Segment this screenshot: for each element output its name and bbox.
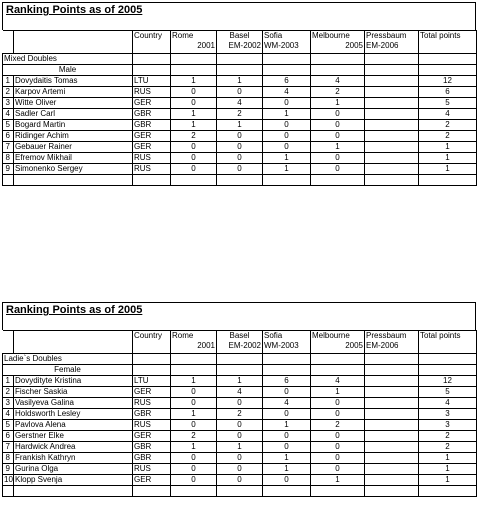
- sofia-points-cell: 1: [263, 164, 311, 175]
- rome-points-cell: 1: [171, 76, 217, 87]
- basel-points-cell: 0: [217, 131, 263, 142]
- rank-cell: 3: [3, 398, 14, 409]
- country-cell: GBR: [133, 442, 171, 453]
- rome-points-cell: 0: [171, 453, 217, 464]
- rome-points-cell: 1: [171, 409, 217, 420]
- header-total: Total points: [419, 31, 477, 54]
- table-title: Ranking Points as of 2005: [6, 304, 143, 316]
- rome-points-cell: 0: [171, 420, 217, 431]
- table-title: Ranking Points as of 2005: [6, 4, 143, 16]
- rome-points-cell: 0: [171, 475, 217, 486]
- header-row: [3, 331, 477, 354]
- rome-points-cell: 1: [171, 109, 217, 120]
- country-cell: GBR: [133, 109, 171, 120]
- pressbaum-points-cell: [365, 420, 419, 431]
- header-total: Total points: [419, 331, 477, 354]
- name-cell: Frankish Kathryn: [14, 453, 133, 464]
- ranking-table: [2, 30, 477, 186]
- melbourne-points-cell: 0: [311, 398, 365, 409]
- name-cell: Bogard Martin: [14, 120, 133, 131]
- sofia-points-cell: 1: [263, 420, 311, 431]
- pressbaum-points-cell: [365, 387, 419, 398]
- rome-points-cell: 0: [171, 153, 217, 164]
- table-body: [3, 331, 477, 497]
- total-points-cell: 4: [419, 109, 477, 120]
- sofia-points-cell: 0: [263, 431, 311, 442]
- country-cell: GBR: [133, 453, 171, 464]
- total-points-cell: 12: [419, 376, 477, 387]
- rank-cell: 5: [3, 420, 14, 431]
- basel-points-cell: 0: [217, 164, 263, 175]
- sofia-points-cell: 0: [263, 475, 311, 486]
- melbourne-points-cell: 2: [311, 420, 365, 431]
- melbourne-points-cell: 2: [311, 87, 365, 98]
- rome-points-cell: 0: [171, 387, 217, 398]
- table-row: [3, 409, 477, 420]
- pressbaum-points-cell: [365, 453, 419, 464]
- rome-points-cell: 1: [171, 376, 217, 387]
- country-cell: GBR: [133, 120, 171, 131]
- total-points-cell: 1: [419, 453, 477, 464]
- rank-cell: 7: [3, 142, 14, 153]
- rank-cell: 4: [3, 409, 14, 420]
- name-cell: Holdsworth Lesley: [14, 409, 133, 420]
- rank-cell: 6: [3, 131, 14, 142]
- header-basel: Basel EM-2002: [217, 31, 263, 54]
- melbourne-points-cell: 0: [311, 464, 365, 475]
- country-cell: RUS: [133, 164, 171, 175]
- rank-cell: 2: [3, 387, 14, 398]
- basel-points-cell: 0: [217, 464, 263, 475]
- name-cell: Dovydityte Kristina: [14, 376, 133, 387]
- name-cell: Fischer Saskia: [14, 387, 133, 398]
- total-points-cell: 3: [419, 420, 477, 431]
- sofia-points-cell: 1: [263, 109, 311, 120]
- pressbaum-points-cell: [365, 98, 419, 109]
- rome-points-cell: 1: [171, 442, 217, 453]
- rome-points-cell: 0: [171, 87, 217, 98]
- pressbaum-points-cell: [365, 120, 419, 131]
- total-points-cell: 6: [419, 87, 477, 98]
- rank-cell: 5: [3, 120, 14, 131]
- country-cell: GER: [133, 475, 171, 486]
- table-row: [3, 442, 477, 453]
- melbourne-points-cell: 1: [311, 98, 365, 109]
- name-cell: Efremov Mikhail: [14, 153, 133, 164]
- country-cell: RUS: [133, 398, 171, 409]
- name-cell: Karpov Artemi: [14, 87, 133, 98]
- sofia-points-cell: 0: [263, 98, 311, 109]
- total-points-cell: 1: [419, 153, 477, 164]
- subcategory-label: Female: [3, 365, 133, 376]
- header-country: Country: [133, 31, 171, 54]
- ranking-table: [2, 330, 477, 497]
- total-points-cell: 1: [419, 475, 477, 486]
- rome-points-cell: 2: [171, 431, 217, 442]
- pressbaum-points-cell: [365, 76, 419, 87]
- sofia-points-cell: 4: [263, 87, 311, 98]
- subcategory-row: [3, 365, 477, 376]
- basel-points-cell: 0: [217, 420, 263, 431]
- header-rome: Rome 2001: [171, 331, 217, 354]
- header-rome: Rome 2001: [171, 31, 217, 54]
- rank-cell: 9: [3, 464, 14, 475]
- country-cell: LTU: [133, 376, 171, 387]
- pressbaum-points-cell: [365, 153, 419, 164]
- rome-points-cell: 0: [171, 98, 217, 109]
- total-points-cell: 1: [419, 164, 477, 175]
- header-pressbaum: Pressbaum EM-2006: [365, 31, 419, 54]
- table-row: [3, 142, 477, 153]
- name-cell: Pavlova Alena: [14, 420, 133, 431]
- table-row: [3, 387, 477, 398]
- header-country: Country: [133, 331, 171, 354]
- category-label: Mixed Doubles: [3, 54, 133, 65]
- rank-cell: 9: [3, 164, 14, 175]
- country-cell: LTU: [133, 76, 171, 87]
- rome-points-cell: 0: [171, 142, 217, 153]
- country-cell: GBR: [133, 409, 171, 420]
- table-row: [3, 76, 477, 87]
- melbourne-points-cell: 0: [311, 131, 365, 142]
- table-row: [3, 153, 477, 164]
- subcategory-label: Male: [3, 65, 133, 76]
- sofia-points-cell: 1: [263, 153, 311, 164]
- header-row: [3, 31, 477, 54]
- table-row: [3, 453, 477, 464]
- basel-points-cell: 0: [217, 153, 263, 164]
- basel-points-cell: 1: [217, 442, 263, 453]
- subcategory-row: [3, 65, 477, 76]
- rank-cell: 4: [3, 109, 14, 120]
- header-melbourne: Melbourne 2005: [311, 331, 365, 354]
- country-cell: GER: [133, 431, 171, 442]
- rome-points-cell: 1: [171, 120, 217, 131]
- sofia-points-cell: 0: [263, 442, 311, 453]
- rome-points-cell: 0: [171, 464, 217, 475]
- name-cell: Witte Oliver: [14, 98, 133, 109]
- pressbaum-points-cell: [365, 431, 419, 442]
- name-cell: Gerstner Elke: [14, 431, 133, 442]
- sofia-points-cell: 0: [263, 142, 311, 153]
- total-points-cell: 5: [419, 387, 477, 398]
- header-melbourne: Melbourne 2005: [311, 31, 365, 54]
- melbourne-points-cell: 0: [311, 431, 365, 442]
- rome-points-cell: 0: [171, 164, 217, 175]
- name-cell: Ridinger Achim: [14, 131, 133, 142]
- basel-points-cell: 4: [217, 387, 263, 398]
- pressbaum-points-cell: [365, 109, 419, 120]
- name-cell: Dovydaitis Tomas: [14, 76, 133, 87]
- basel-points-cell: 0: [217, 142, 263, 153]
- table-row: [3, 431, 477, 442]
- rank-cell: 1: [3, 76, 14, 87]
- melbourne-points-cell: 4: [311, 76, 365, 87]
- pressbaum-points-cell: [365, 464, 419, 475]
- rank-cell: 6: [3, 431, 14, 442]
- melbourne-points-cell: 1: [311, 475, 365, 486]
- category-row: [3, 354, 477, 365]
- pressbaum-points-cell: [365, 475, 419, 486]
- sofia-points-cell: 0: [263, 387, 311, 398]
- table-row: [3, 109, 477, 120]
- rank-cell: 8: [3, 153, 14, 164]
- header-sofia: Sofia WM-2003: [263, 31, 311, 54]
- total-points-cell: 12: [419, 76, 477, 87]
- category-row: [3, 54, 477, 65]
- pressbaum-points-cell: [365, 131, 419, 142]
- sofia-points-cell: 1: [263, 453, 311, 464]
- country-cell: GER: [133, 142, 171, 153]
- header-basel: Basel EM-2002: [217, 331, 263, 354]
- table-row: [3, 131, 477, 142]
- country-cell: GER: [133, 131, 171, 142]
- basel-points-cell: 1: [217, 376, 263, 387]
- sofia-points-cell: 6: [263, 376, 311, 387]
- basel-points-cell: 1: [217, 76, 263, 87]
- total-points-cell: 2: [419, 120, 477, 131]
- melbourne-points-cell: 0: [311, 409, 365, 420]
- total-points-cell: 2: [419, 431, 477, 442]
- pressbaum-points-cell: [365, 442, 419, 453]
- name-cell: Sadler Carl: [14, 109, 133, 120]
- pressbaum-points-cell: [365, 87, 419, 98]
- sofia-points-cell: 6: [263, 76, 311, 87]
- rank-cell: 8: [3, 453, 14, 464]
- category-label: Ladie`s Doubles: [3, 354, 133, 365]
- title-box: [2, 302, 476, 330]
- title-box: [2, 2, 476, 30]
- melbourne-points-cell: 0: [311, 442, 365, 453]
- table-row: [3, 376, 477, 387]
- ranking-table-mixed: [2, 2, 476, 186]
- sofia-points-cell: 0: [263, 131, 311, 142]
- pressbaum-points-cell: [365, 409, 419, 420]
- country-cell: GER: [133, 98, 171, 109]
- pressbaum-points-cell: [365, 142, 419, 153]
- sofia-points-cell: 4: [263, 398, 311, 409]
- sofia-points-cell: 1: [263, 464, 311, 475]
- country-cell: RUS: [133, 464, 171, 475]
- total-points-cell: 2: [419, 131, 477, 142]
- basel-points-cell: 0: [217, 453, 263, 464]
- rome-points-cell: 2: [171, 131, 217, 142]
- country-cell: RUS: [133, 420, 171, 431]
- country-cell: GER: [133, 387, 171, 398]
- melbourne-points-cell: 0: [311, 453, 365, 464]
- blank-row: [3, 175, 477, 186]
- rank-cell: 7: [3, 442, 14, 453]
- pressbaum-points-cell: [365, 164, 419, 175]
- name-cell: Simonenko Sergey: [14, 164, 133, 175]
- melbourne-points-cell: 1: [311, 387, 365, 398]
- total-points-cell: 2: [419, 442, 477, 453]
- total-points-cell: 1: [419, 464, 477, 475]
- basel-points-cell: 0: [217, 87, 263, 98]
- name-cell: Gurina Olga: [14, 464, 133, 475]
- pressbaum-points-cell: [365, 376, 419, 387]
- melbourne-points-cell: 1: [311, 142, 365, 153]
- total-points-cell: 3: [419, 409, 477, 420]
- basel-points-cell: 2: [217, 109, 263, 120]
- table-row: [3, 87, 477, 98]
- basel-points-cell: 0: [217, 431, 263, 442]
- blank-row: [3, 486, 477, 497]
- rank-cell: 2: [3, 87, 14, 98]
- table-row: [3, 420, 477, 431]
- table-row: [3, 98, 477, 109]
- table-row: [3, 164, 477, 175]
- pressbaum-points-cell: [365, 398, 419, 409]
- basel-points-cell: 0: [217, 475, 263, 486]
- melbourne-points-cell: 0: [311, 120, 365, 131]
- table-row: [3, 464, 477, 475]
- name-cell: Gebauer Rainer: [14, 142, 133, 153]
- sofia-points-cell: 0: [263, 120, 311, 131]
- table-body: [3, 31, 477, 186]
- table-row: [3, 120, 477, 131]
- name-cell: Klopp Svenja: [14, 475, 133, 486]
- rank-cell: 10: [4, 475, 13, 484]
- basel-points-cell: 1: [217, 120, 263, 131]
- sofia-points-cell: 0: [263, 409, 311, 420]
- country-cell: RUS: [133, 153, 171, 164]
- rome-points-cell: 0: [171, 398, 217, 409]
- melbourne-points-cell: 0: [311, 109, 365, 120]
- total-points-cell: 5: [419, 98, 477, 109]
- table-row: [3, 475, 477, 486]
- table-row: [3, 398, 477, 409]
- header-sofia: Sofia WM-2003: [263, 331, 311, 354]
- melbourne-points-cell: 4: [311, 376, 365, 387]
- name-cell: Vasilyeva Galina: [14, 398, 133, 409]
- rank-cell: 1: [3, 376, 14, 387]
- melbourne-points-cell: 0: [311, 153, 365, 164]
- ranking-table-ladies: [2, 302, 476, 497]
- header-pressbaum: Pressbaum EM-2006: [365, 331, 419, 354]
- basel-points-cell: 0: [217, 398, 263, 409]
- melbourne-points-cell: 0: [311, 164, 365, 175]
- total-points-cell: 4: [419, 398, 477, 409]
- total-points-cell: 1: [419, 142, 477, 153]
- basel-points-cell: 4: [217, 98, 263, 109]
- name-cell: Hardwick Andrea: [14, 442, 133, 453]
- rank-cell: 3: [3, 98, 14, 109]
- basel-points-cell: 2: [217, 409, 263, 420]
- country-cell: RUS: [133, 87, 171, 98]
